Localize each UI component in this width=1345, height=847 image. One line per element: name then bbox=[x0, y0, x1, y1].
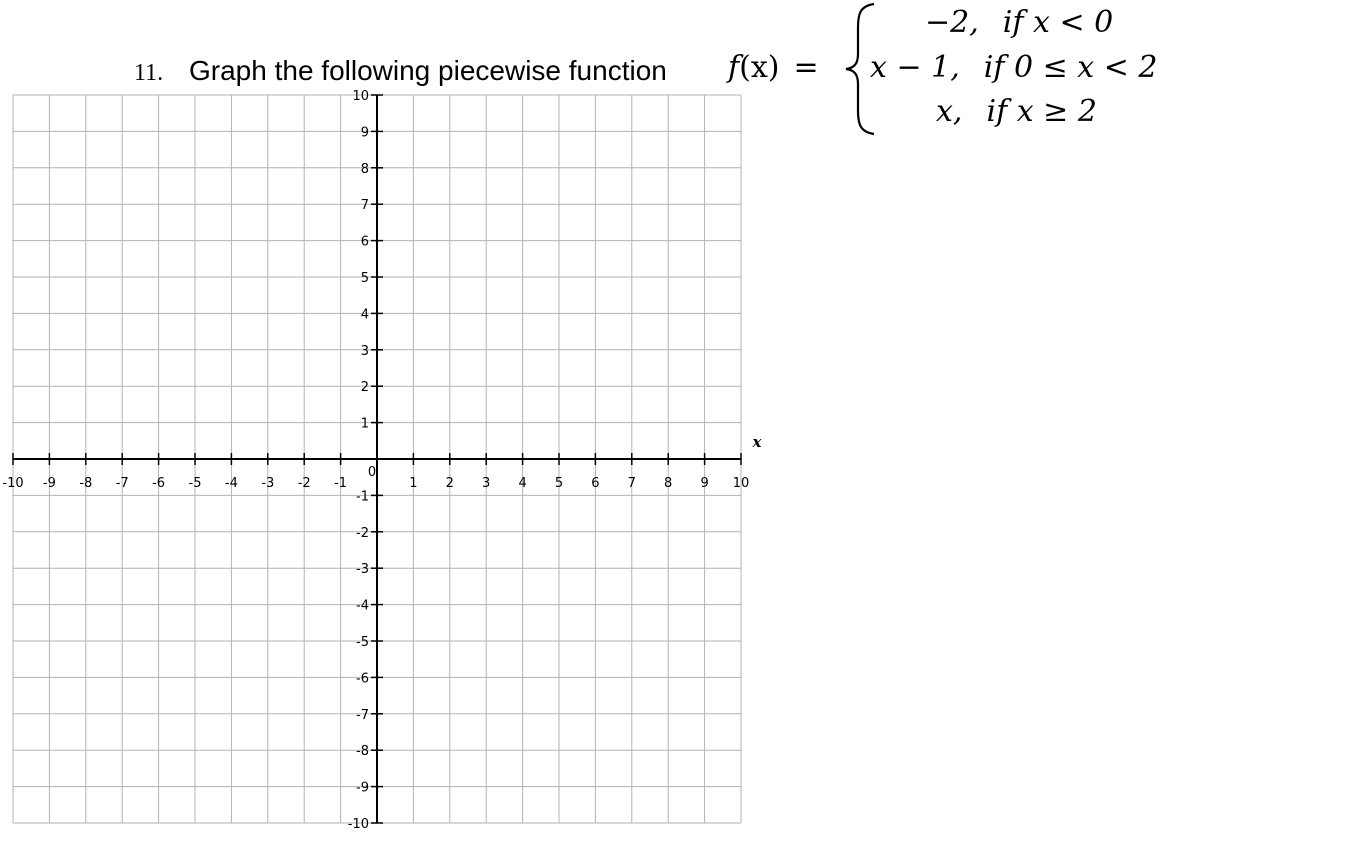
y-tick-label: 8 bbox=[360, 161, 369, 177]
y-tick-label: 2 bbox=[360, 380, 369, 396]
x-tick-label: -2 bbox=[297, 476, 311, 491]
x-tick-label: -5 bbox=[188, 476, 202, 491]
x-tick-label: 2 bbox=[445, 476, 454, 491]
x-tick-label: 5 bbox=[554, 476, 564, 491]
y-tick-label: -2 bbox=[356, 525, 369, 541]
x-tick-label: -7 bbox=[115, 476, 129, 491]
y-tick-label: 6 bbox=[360, 234, 369, 250]
x-tick-label: 10 bbox=[732, 476, 750, 491]
y-tick-label: -4 bbox=[356, 598, 369, 614]
y-tick-label: -10 bbox=[347, 817, 369, 832]
case-1-condition: if x < 0 bbox=[1002, 5, 1114, 40]
case-2-condition: if 0 ≤ x < 2 bbox=[983, 50, 1158, 85]
x-tick-label: -1 bbox=[334, 476, 348, 491]
function-name bbox=[728, 50, 819, 85]
y-tick-label: -7 bbox=[356, 707, 369, 723]
y-tick-label: 1 bbox=[360, 416, 369, 432]
x-tick-label: 6 bbox=[591, 476, 600, 491]
x-tick-label: -4 bbox=[224, 476, 238, 491]
x-tick-label: 8 bbox=[664, 476, 673, 491]
y-tick-label: -1 bbox=[356, 489, 369, 505]
x-axis-label: x bbox=[752, 433, 762, 451]
x-tick-label: 1 bbox=[409, 476, 418, 491]
x-tick-label: 3 bbox=[482, 476, 491, 491]
y-tick-label: 5 bbox=[360, 271, 369, 286]
x-tick-label: 7 bbox=[627, 476, 636, 491]
y-tick-label: -8 bbox=[356, 744, 369, 760]
function-symbol: f bbox=[728, 50, 740, 85]
x-tick-label: -9 bbox=[42, 476, 56, 491]
y-tick-label: 4 bbox=[360, 307, 369, 323]
x-tick-label: -3 bbox=[261, 476, 275, 491]
y-tick-label: 10 bbox=[352, 89, 369, 104]
y-tick-label: -9 bbox=[356, 780, 369, 796]
coordinate-grid bbox=[0, 88, 760, 838]
x-tick-label: 0 bbox=[367, 465, 377, 480]
case-row-3 bbox=[936, 94, 1097, 129]
problem-number: 11. bbox=[134, 60, 164, 86]
equals-sign: = bbox=[793, 50, 819, 85]
case-2-expression: x − 1, bbox=[870, 50, 960, 85]
function-argument: (x) bbox=[739, 50, 780, 85]
case-3-expression: x, bbox=[936, 94, 963, 129]
problem-text: Graph the following piecewise function bbox=[189, 55, 667, 86]
case-3-condition: if x ≥ 2 bbox=[986, 94, 1097, 129]
x-tick-label: 9 bbox=[700, 476, 709, 491]
case-row-1 bbox=[925, 5, 1114, 40]
x-tick-label: -6 bbox=[152, 476, 166, 491]
case-row-2 bbox=[870, 50, 1158, 85]
y-tick-label: 3 bbox=[360, 343, 369, 359]
y-tick-label: 7 bbox=[360, 198, 369, 214]
case-1-expression: −2, bbox=[925, 5, 979, 40]
y-tick-label: 9 bbox=[360, 125, 369, 141]
x-tick-label: -10 bbox=[2, 476, 24, 491]
y-tick-label: -5 bbox=[356, 635, 369, 650]
y-tick-label: -3 bbox=[356, 562, 369, 578]
x-tick-label: -8 bbox=[79, 476, 93, 491]
y-tick-label: -6 bbox=[356, 671, 369, 687]
x-tick-label: 4 bbox=[518, 476, 527, 491]
